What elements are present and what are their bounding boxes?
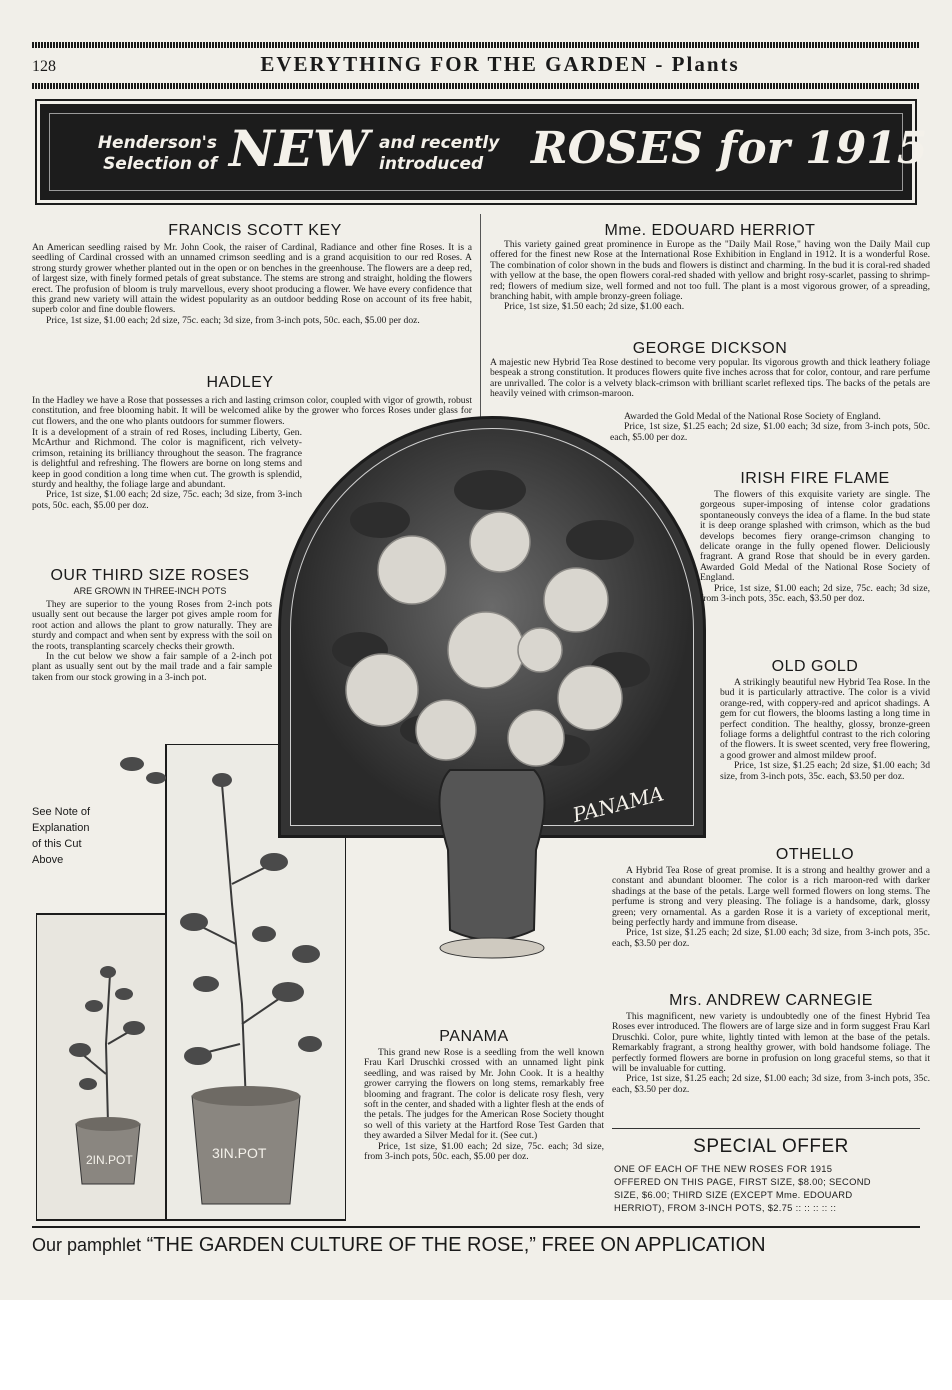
carnegie-text (612, 1012, 930, 1122)
irish-fire-flame-price: Price, 1st size, $1.00 each; 2d size, 75c. each; 3d size, from 3-inch pots, 35c. each, $3.50 per doz. (700, 582, 930, 605)
carnegie-description: This magnificent, new variety is undoubtedly one of the finest Hybrid Tea Roses ever introduced. The flowers are of large size and in form suggest Frau Karl Druschki. Color, pure white, lightly tinted with lemon at the base of the petals. Remarkably fragrant, a strong healthy grower, with bold handsome foliage. The perfectly formed flowers are borne in profusion on long graceful stems, so that it will be invaluable for cutting. (612, 1012, 930, 1075)
page-number: 128 (32, 58, 56, 75)
irish-fire-flame-title: IRISH FIRE FLAME (740, 470, 890, 487)
hadley-price: Price, 1st size, $1.00 each; 2d size, 75c. each; 3d size, from 3-inch pots, 50c. each, $5.00 per doz. (32, 489, 302, 511)
see-note-line: See Note of (32, 806, 91, 818)
special-offer-title: SPECIAL OFFER (693, 1136, 849, 1157)
othello-description: A Hybrid Tea Rose of great promise. It is a strong and healthy grower and a constant and abundant bloomer. The color is a rich maroon-red with darker shadings at the base of the petals. Large well formed flowers on long stems. The perfume is strong and very pleasing. The foliage is a handsome, dark, glossy green; very ornamental. As a garden Rose it is a variety of exceptional merit, being perfectly hardy and immune from disease. (612, 866, 930, 929)
third-size-text (32, 600, 272, 740)
banner-line-introduced: introduced (379, 154, 484, 174)
special-offer-line: OFFERED ON THIS PAGE, FIRST SIZE, $8.00; SECOND (614, 1176, 871, 1187)
footer-rule (32, 1226, 920, 1228)
vase (439, 770, 544, 940)
footer-lead: Our pamphlet (32, 1235, 142, 1255)
pot-2in-label: 2IN.POT (86, 1153, 133, 1167)
column-divider (480, 214, 481, 434)
dickson-text-narrow (610, 412, 930, 468)
francis-scott-key-description: An American seedling raised by Mr. John Cook, the raiser of Cardinal, Radiance and other fine Roses. It is a seedling of Cardinal crossed with an unnamed crimson seedling and is a grand acquisition to our red Roses. A strong sturdy grower whether planted out in the open or on benches in the greenhouse. The flowers are a deep red, of largest size, with finely formed petals of great substance. The stems are strong and straight, holding the flowers erect. The profusion of bloom is truly marvellous, every shoot producing a flower. We have every confidence that this grand new variety will attain the widest popularity as an outdoor bedding Rose on account of its free habit, superb color and fine double flowers. (32, 243, 472, 316)
special-offer-text (614, 1162, 930, 1214)
special-offer-line: HERRIOT), FROM 3-INCH POTS, $2.75 :: :: :: :: :: (614, 1202, 837, 1213)
panama-description: This grand new Rose is a seedling from the well known Frau Karl Druschki crossed with an unnamed light pink seedling, and was raised by Mr. John Cook. It is a healthy grower carrying the flowers on long stems, remarkably free blooming and fragrant. The color is delicate rosy flesh, very soft in the center, and shaded with a lighter flesh at the ends of the petals. The judges for the American Rose Society thought so well of this variety at the Hartford Rose Test Garden that they awarded a Silver Medal for it. (See cut.) (364, 1048, 604, 1142)
irish-fire-flame-description: The flowers of this exquisite variety are single. The gorgeous super-imposing of intense color gradations spontaneously conveys the idea of a flame. In the bud state it is deep orange splashed with crimson, which as the bud develops becomes fiery orange-crimson changing to delicate orange in the fully opened flower. Deliciously fragrant. A grand Rose that should be in every garden. Awarded Gold Medal of the National Rose Society of England. (700, 490, 930, 584)
header-rule (32, 83, 920, 89)
panama-title: PANAMA (439, 1028, 509, 1045)
banner-recently-text (379, 133, 509, 175)
carnegie-title: Mrs. ANDREW CARNEGIE (669, 992, 873, 1009)
panama-text (364, 1048, 604, 1222)
banner-new: NEW (229, 119, 369, 178)
see-note-line: Above (32, 854, 64, 866)
francis-scott-key-price: Price, 1st size, $1.00 each; 2d size, 75c. each; 3d size, from 3-inch pots, 50c. each, $5.00 per doz. (46, 314, 420, 326)
hadley-text-wide: In the Hadley we have a Rose that possesses a rich and lasting crimson color, coupled with vigor of growth, robust constitution, and free blooming habit. It will be welcomed alike by the grower who forces Roses under glass for cut flowers, and the one who plants outdoors for summer flowers. (32, 396, 472, 427)
othello-title: OTHELLO (775, 846, 855, 863)
old-gold-description: A strikingly beautiful new Hybrid Tea Rose. In the bud it is particularly attractive. The color is a vivid orange-red, with coppery-red and apricot shadings. A gem for cut flowers, the blooms lasting a long time in perfect condition. The healthy, glossy, bronze-green foliage forms a delightful contrast to the rich coloring of the flowers. It is sweet scented, very free flowering, a good grower and almost mildew proof. (720, 678, 930, 761)
herriot-text (490, 240, 930, 344)
othello-text (612, 866, 930, 988)
dickson-text-wide: A majestic new Hybrid Tea Rose destined to become very popular. Its vigorous growth and thick leathery foliage bespeak a strong constitution. It produces flowers quite five inches across that for color, contour, and rare perfume are unrivalled. The color is a velvety black-crimson with brilliant scarlet reflexed tips. The backs of the petals are heavily veined with crimson-maroon. (490, 358, 930, 400)
vase-base (440, 938, 544, 958)
footer-pamphlet-notice (32, 1234, 920, 1257)
photo-caption-panama: PANAMA (570, 781, 667, 828)
herriot-price: Price, 1st size, $1.50 each; 2d size, $1.00 each. (504, 301, 685, 313)
irish-fire-flame-text (700, 490, 930, 652)
see-note-line: of this Cut (32, 838, 82, 850)
banner-line-recently: and recently (379, 133, 500, 153)
banner-line-hendersons: Henderson's (97, 133, 217, 153)
othello-price: Price, 1st size, $1.25 each; 2d size, $1.00 each; 3d size, from 3-inch pots, 35c. each, $3.50 per doz. (612, 927, 930, 949)
footer-title: “THE GARDEN CULTURE OF THE ROSE,” FREE ON APPLICATION (146, 1234, 766, 1256)
pot-2in-rim (76, 1117, 140, 1131)
herriot-title: Mme. EDOUARD HERRIOT (604, 222, 816, 239)
third-size-description: They are superior to the young Roses from 2-inch pots usually sent out because the larger pot gives ample room for root action and allows the plant to grow naturally. They are sturdy and compact and when sent by express with the soil on the roots, transplanting scarcely checks their growth. (32, 600, 272, 652)
carnegie-price: Price, 1st size, $1.25 each; 2d size, $1.00 each; 3d size, from 3-inch pots, 35c. each, $3.50 per doz. (612, 1073, 930, 1095)
dickson-award: Awarded the Gold Medal of the National Rose Society of England. (624, 412, 881, 422)
banner-roses-1915: ROSES for 1915 (531, 123, 928, 174)
third-size-title: OUR THIRD SIZE ROSES (50, 567, 250, 584)
third-size-note: In the cut below we show a fair sample of a 2-inch pot plant as usually sent out by the mail trade and a fair sample taken from our stock growing in a 3-inch pot. (32, 651, 272, 683)
special-offer-line: SIZE, $6.00; THIRD SIZE (EXCEPT Mme. EDOUARD (614, 1189, 853, 1200)
herriot-description: This variety gained great prominence in Europe as the "Daily Mail Rose," having won the Daily Mail cup offered for the finest new Rose at the International Rose Exhibition in England in 1912. It is a wonderful Rose. The combination of color shown in the buds and flowers is distinct and charming. In the bud it is coral-red shaded with yellow at the base, the open flowers coral-red shaded with yellow and bright rosy-scarlet, passing to shrimp-red; flowers of medium size, well formed and not too full. The plant is a most vigorous grower, of a spreading, branching habit, with ample bronzy-green foliage. (490, 240, 930, 303)
running-head: EVERYTHING FOR THE GARDEN - Plants (260, 52, 740, 76)
francis-scott-key-title: FRANCIS SCOTT KEY (168, 222, 342, 239)
title-banner (40, 104, 928, 200)
hadley-title: HADLEY (206, 374, 274, 391)
old-gold-title: OLD GOLD (771, 658, 859, 675)
francis-scott-key-text (32, 243, 472, 357)
hadley-description: It is a development of a strain of red Roses, including Liberty, Gen. McArthur and Richmond. The color is magnificent, rich velvety-crimson, retaining its brilliancy throughout the season. The fragrance is delightful and refreshing. The flowers are borne on long stems and keep in good condition a long time when cut. The growth is splendid, sturdy and healthy, the foliage large and abundant. (32, 428, 302, 491)
top-rule (32, 42, 920, 48)
pot-3in-label: 3IN.POT (212, 1145, 267, 1161)
pot-3in-rim (192, 1086, 300, 1106)
panama-price: Price, 1st size, $1.00 each; 2d size, 75c. each; 3d size, from 3-inch pots, 50c. each, $5.00 per doz. (364, 1140, 604, 1163)
bottom-margin (0, 1300, 952, 1390)
dickson-title: GEORGE DICKSON (632, 340, 788, 357)
old-gold-price: Price, 1st size, $1.25 each; 2d size, $1.00 each; 3d size, from 3-inch pots, 35c. each, $3.50 per doz. (720, 760, 930, 782)
dickson-price: Price, 1st size, $1.25 each; 2d size, $1.00 each; 3d size, from 3-inch pots, 50c. each, $5.00 per doz. (610, 421, 930, 443)
hadley-text-narrow (32, 428, 302, 566)
old-gold-text (720, 678, 930, 840)
see-note-line: Explanation (32, 822, 90, 834)
third-size-subtitle: ARE GROWN IN THREE-INCH POTS (73, 586, 227, 596)
special-offer-line: ONE OF EACH OF THE NEW ROSES FOR 1915 (614, 1163, 833, 1174)
banner-line-selection: Selection of (103, 154, 217, 174)
special-offer-rule (612, 1128, 920, 1129)
banner-selection-text (91, 133, 217, 175)
